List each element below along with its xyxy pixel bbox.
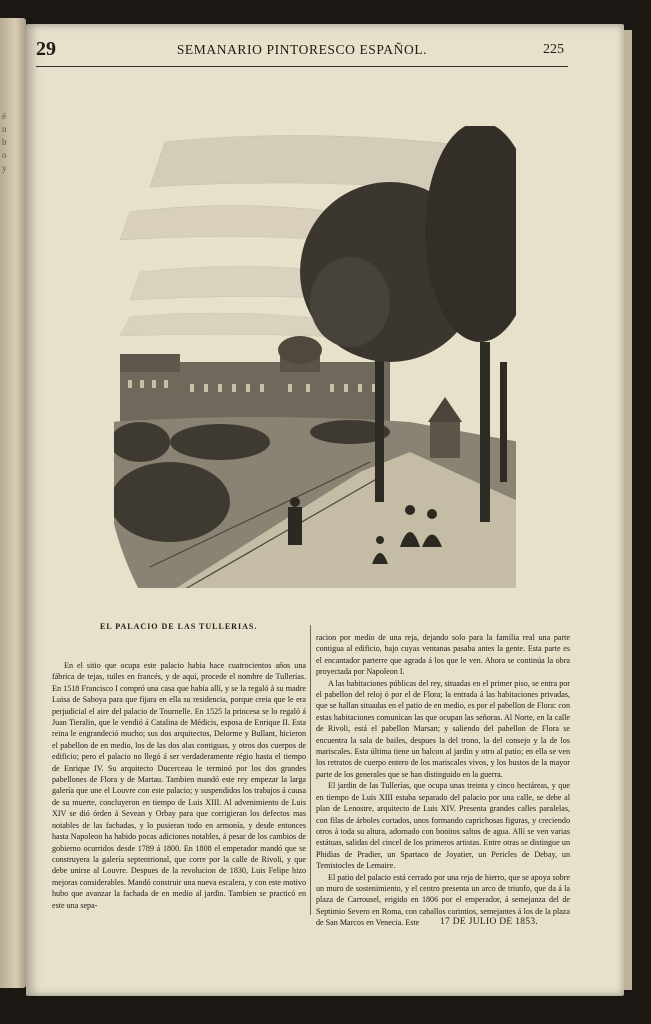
previous-page-text: é n b o y xyxy=(2,111,7,173)
previous-page-edge xyxy=(0,18,26,988)
article-paragraph: En el sitio que ocupa este palacio habia hace cuatrocientos años una fábrica de tejas, tuiles en francés, y de aquí, procede el nombre de Tullerías. En 1518 Francisco I compró una casa que habia allí, y se la regaló á su madre Luisa de Saboya para que fijara en ella su residencia, porque creia que le era perjudicial el aire del palacio de Tournelle. En 1525 la princesa se lo regaló á Juan Tieralin, que le vendió á Catalina de Médicis, esposa de Enrique II. Esta reina le engrandeció mucho; sus dos arquitectos, Delorme y Bullant, hicieron el pabellon de en medio, los de las dos alas contiguas, y otros dos cuerpos de edificio; pero el palacio no llegó á ser verdaderamente régio hasta el tiempo de Enrique IV. Su arquitecto Ducerceau le terminó por los dos grandes pabellones de Flora y de Martau. Tambien mandó este rey empezar la larga galería que une el Louvre con este palacio; y suspendidos los trabajos á causa de su muerte, concluyeron en tiempo de Luis XIII. Al advenimiento de Luis XIV se dió órden á Sevean y Orbay para que corrigieran los defectos mas notables de las fachadas, y lo pusieran todo en armonía, y desde entonces hasta Napoleon ha habido pocas adiciones notables, á pesar de los cambios de gobierno ocurridos desde 1789 á 1800. En 1808 el emperador mandó que se construyera la galería septentrional, que corre por la calle de Rivoli, y que debe unirse al Louvre. Despues de la revolucion de 1830, Luis Felipe hizo mejoras considerables. Mandó construir una nueva escalera, y con este motivo hubo que avanzar la fachada de en medio al jardin. Tambien se practicó en este una sepa- xyxy=(52,661,306,910)
article-paragraph: A las habitaciones públicas del rey, situadas en el primer piso, se entra por el pabellon del reloj ó por el de Flora; la entrada á las habitaciones privadas, que se hallan situadas en el patio de en medio, es por el pabellon de Flora: con estas habitaciones comunican las que ocupan las señoras. Al Norte, en la calle de Rivoli, está el pabellon Marsan; y saliendo del pabellon de Flora se encuentra la sala de bailes, despues la del trono, la del consejo y la de los mariscales. Esta última tiene un balcon al jardin y otro al patio; en ella se ven los retratos de cuerpo entero de los mariscales vivos, y los bustos de la mayor parte de los generales que se han distinguido en la guerra. xyxy=(316,678,570,779)
publication-title: SEMANARIO PINTORESCO ESPAÑOL. xyxy=(176,42,428,57)
article-paragraph: El jardin de las Tullerías, que ocupa unas treinta y cinco hectáreas, y que en tiempo de Luis XIII estaba separado del palacio por una calle, se debe al plan de Lenostre, arquitecto de Luis XIV. Presenta grandes calles paralelas, con filas de árboles cortados, unos formando caprichosas figuras, y creciendo otros á toda su altura, adornado con bonitos saltos de agua. Allí se ven varias estátuas, salidas del cincel de los primeros artistas. Entre otras se distingue un Phidias de Pradier, un Spartaco de Joyatier, un Pericles de Debay, un Temistocles de Lemaire. xyxy=(316,781,570,871)
article-left-column xyxy=(52,660,306,911)
tuileries-engraving xyxy=(110,122,520,592)
page-header xyxy=(36,36,568,67)
page-stack-edge xyxy=(624,30,632,990)
column-divider xyxy=(310,625,311,915)
figure-caption: EL PALACIO DE LAS TULLERIAS. xyxy=(100,622,258,631)
issue-date: 17 DE JULIO DE 1853. xyxy=(440,917,539,927)
article-paragraph: racion por medio de una reja, dejando solo para la familia real una parte contigua al edificio, bajo cuyas ventanas pasaba antes la gente. Esta parte es el encantador parterre que agrada á los que le ven. Ahora se continúa la obra proyectada por Napoleon I. xyxy=(316,633,570,677)
issue-number: 29 xyxy=(36,38,56,60)
page-number: 225 xyxy=(543,42,564,57)
article-paragraph: El patio del palacio está cerrado por una reja de hierro, que se apoya sobre un muro de sostenimiento, y el centro presenta un arco de triunfo, que da á la plaza de Carrousel, erigido en 1806 por el emperador, á semejanza del de Septimio Severo en Roma, con caballos corintios, semejantes á los de la plaza de San Marcos en Venecia. Este xyxy=(316,872,570,928)
article-right-column xyxy=(316,632,570,929)
